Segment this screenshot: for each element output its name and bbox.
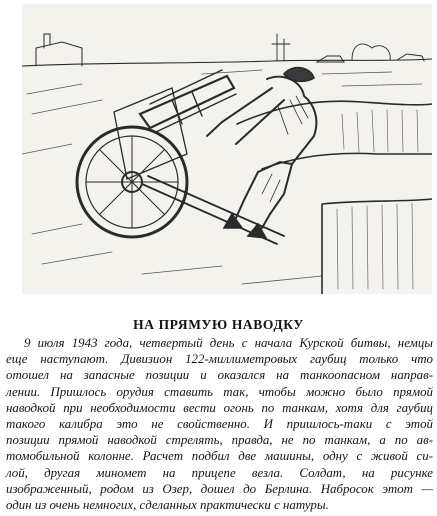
- article-line: позиции прямой наводкой стрелять, правда, не по танкам, а по ав-: [6, 433, 433, 448]
- article-line: лой, другая миномет на прицепе везла. Солдат, на рисунке: [6, 465, 433, 480]
- article-line: отошел на запасные позиции и оказался на танкоопасном направ-: [6, 368, 433, 383]
- sketch-drawing: [22, 4, 432, 294]
- article-title: НА ПРЯМУЮ НАВОДКУ: [133, 317, 304, 332]
- soldier-boots: [224, 214, 266, 238]
- distant-building: [36, 34, 82, 66]
- article-line: один из очень немногих, сделанных практически с натуры.: [6, 498, 329, 513]
- article-line: 9 июля 1943 года, четвертый день с начала Курской битвы, немцы: [24, 336, 433, 350]
- article-body: [6, 335, 433, 513]
- howitzer-sketch-illustration: [22, 4, 432, 294]
- article-line: изображенный, родом из Озер, дошел до Берлина. Набросок этот —: [6, 481, 433, 496]
- article-line: такого калибра это не свойственно. И пришлось-таки с этой: [6, 417, 433, 432]
- trench-shading: [337, 110, 418, 289]
- horizon-line: [22, 59, 432, 66]
- article-line: томобильной колонне. Расчет подбил две машины, одну с живой си-: [6, 449, 433, 464]
- distant-trees: [272, 34, 390, 61]
- wheel-spokes: [86, 136, 178, 228]
- article-line: еще наступают. Дивизион 122-миллиметровых гаубиц только что: [6, 352, 433, 367]
- article-line: наводкой при необходимости вести огонь по танкам, хотя для гаубиц: [6, 400, 433, 415]
- article-line: лении. Пришлось орудия ставить так, чтобы можно было прямой: [6, 384, 433, 399]
- howitzer-shield: [114, 88, 187, 179]
